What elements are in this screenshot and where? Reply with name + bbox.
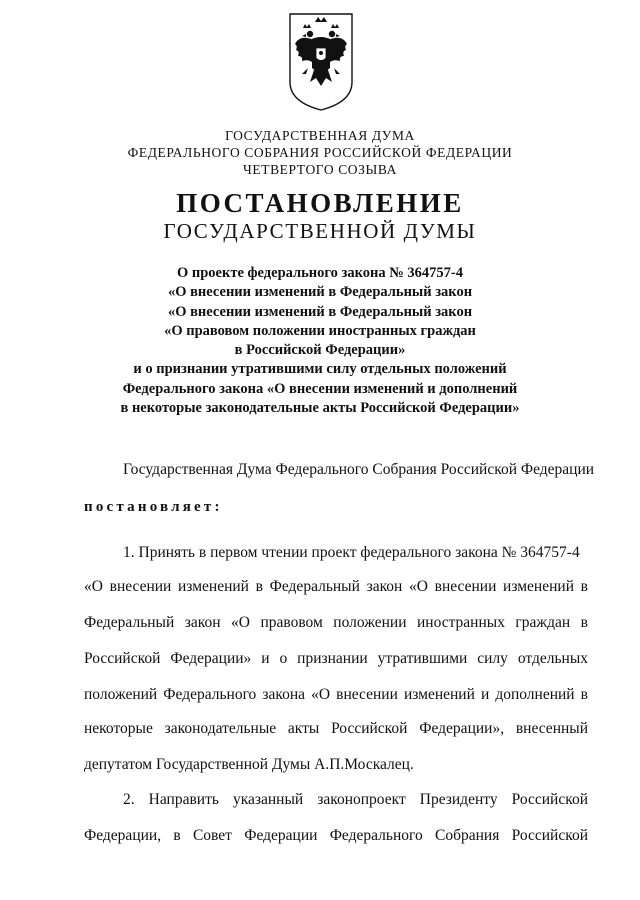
subject-line: О проекте федерального закона № 364757-4 xyxy=(176,265,464,281)
header-line-2: ФЕДЕРАЛЬНОГО СОБРАНИЯ РОССИЙСКОЙ ФЕДЕРАЦИИ xyxy=(127,145,513,160)
paragraph-1-line-1: 1. Принять в первом чтении проект федерального закона № 364757-4 xyxy=(123,544,580,561)
header-line-3: ЧЕТВЕРТОГО СОЗЫВА xyxy=(243,162,397,177)
paragraph-1-line-3: Федеральный закон «О правовом положении иностранных граждан в xyxy=(84,614,588,631)
paragraph-1-line-7: депутатом Государственной Думы А.П.Москалец. xyxy=(84,756,414,773)
subject-line: и о признании утратившими силу отдельных положений xyxy=(133,361,507,378)
issuer-header xyxy=(0,127,640,178)
document-subject xyxy=(0,264,640,418)
paragraph-2-line-2: Федерации, в Совет Федерации Федерального Собрания Российской xyxy=(84,827,588,844)
subject-line: «О внесении изменений в Федеральный закон xyxy=(167,284,473,301)
preamble-text: Государственная Дума Федерального Собрания Российской Федерации xyxy=(123,461,595,478)
coat-of-arms-icon xyxy=(288,12,354,112)
document-type-title: ПОСТАНОВЛЕНИЕ xyxy=(176,188,464,218)
subject-line: Федерального закона «О внесении изменений и дополнений xyxy=(122,380,518,397)
subject-line: «О внесении изменений в Федеральный закон xyxy=(167,303,473,320)
subject-line: «О правовом положении иностранных граждан xyxy=(164,322,476,339)
subject-line: в некоторые законодательные акты Российской Федерации» xyxy=(120,400,520,417)
subject-line: в Российской Федерации» xyxy=(234,342,406,359)
paragraph-1-line-5: положений Федерального закона «О внесении изменений и дополнений в xyxy=(84,686,588,703)
paragraph-1-line-2: «О внесении изменений в Федеральный закон «О внесении изменений в xyxy=(84,578,588,595)
paragraph-1-line-6: некоторые законодательные акты Российской Федерации», внесенный xyxy=(84,720,588,737)
paragraph-2-line-1: 2. Направить указанный законопроект Президенту Российской xyxy=(123,791,588,808)
document-issuer-subtitle: ГОСУДАРСТВЕННОЙ ДУМЫ xyxy=(163,219,477,243)
header-line-1: ГОСУДАРСТВЕННАЯ ДУМА xyxy=(225,128,415,143)
resolves-word: постановляет: xyxy=(84,499,223,515)
paragraph-1-line-4: Российской Федерации» и о признании утратившими силу отдельных xyxy=(84,650,588,667)
